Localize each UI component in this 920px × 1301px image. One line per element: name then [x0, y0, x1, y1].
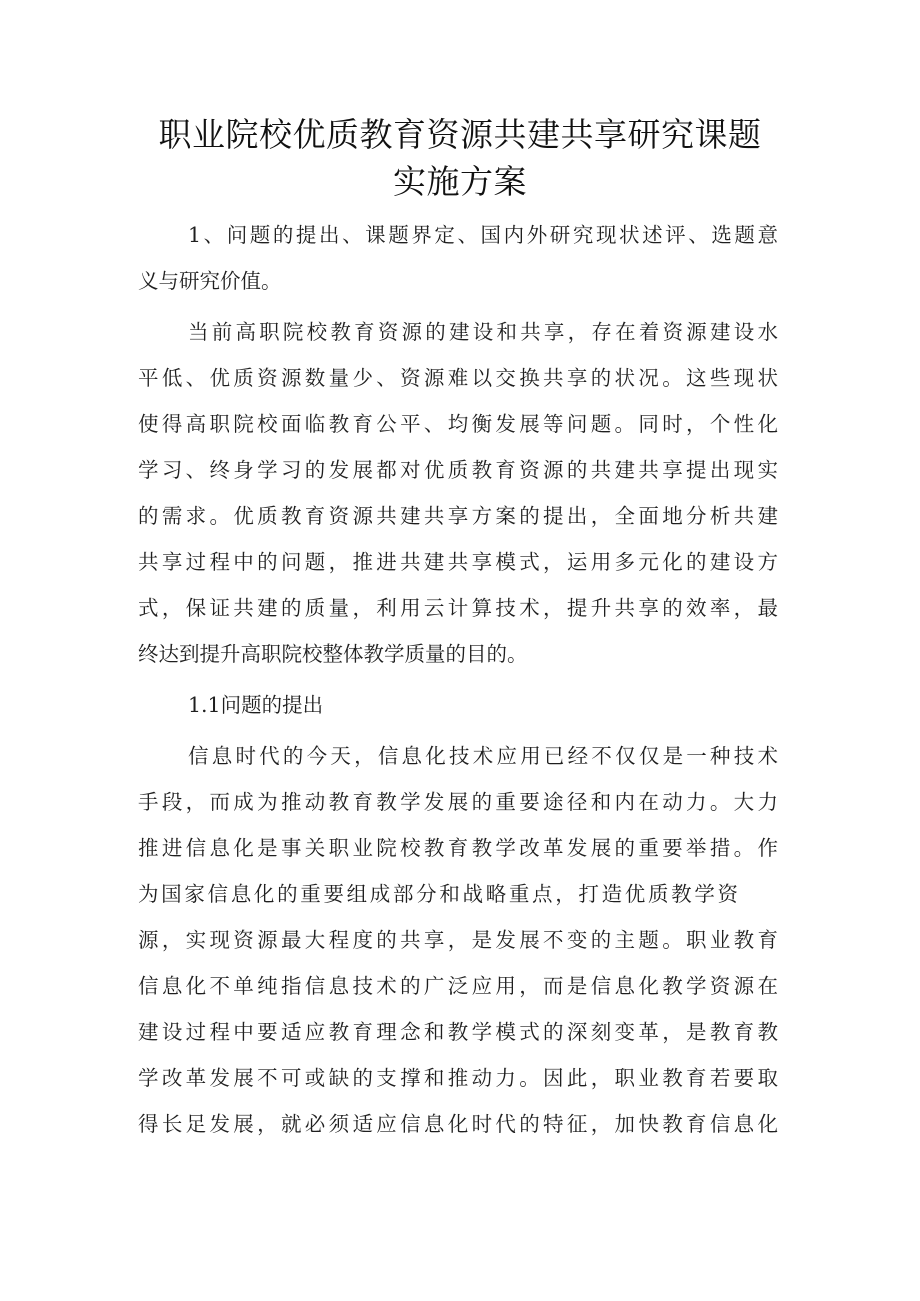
paragraph-line: 得长足发展，就必须适应信息化时代的特征，加快教育信息化: [138, 1112, 778, 1136]
paragraph-line: 终达到提升高职院校整体教学质量的目的。: [138, 642, 528, 666]
section-heading: 1.1问题的提出: [188, 693, 324, 717]
paragraph-line: 建设过程中要适应教育理念和教学模式的深刻变革，是教育教: [138, 1020, 778, 1044]
paragraph-line: 学改革发展不可或缺的支撑和推动力。因此，职业教育若要取: [138, 1066, 778, 1090]
paragraph-line: 当前高职院校教育资源的建设和共享，存在着资源建设水: [188, 320, 778, 344]
paragraph-line: 学习、终身学习的发展都对优质教育资源的共建共享提出现实: [138, 458, 778, 482]
paragraph-line: 共享过程中的问题，推进共建共享模式，运用多元化的建设方: [138, 550, 778, 574]
paragraph-line: 的需求。优质教育资源共建共享方案的提出，全面地分析共建: [138, 504, 778, 528]
paragraph-line: 使得高职院校面临教育公平、均衡发展等问题。同时，个性化: [138, 412, 778, 436]
paragraph-line: 义与研究价值。: [138, 269, 282, 293]
paragraph-line: 源，实现资源最大程度的共享，是发展不变的主题。职业教育: [138, 928, 778, 952]
paragraph-line: 手段，而成为推动教育教学发展的重要途径和内在动力。大力: [138, 790, 778, 814]
paragraph-line: 信息时代的今天，信息化技术应用已经不仅仅是一种技术: [188, 744, 778, 768]
paragraph-line: 式，保证共建的质量，利用云计算技术，提升共享的效率，最: [138, 596, 778, 620]
document-title-line-1: 职业院校优质教育资源共建共享研究课题: [158, 115, 762, 154]
document-title-line-2: 实施方案: [393, 162, 527, 201]
paragraph-line: 1、问题的提出、课题界定、国内外研究现状述评、选题意: [188, 223, 778, 247]
paragraph-line: 推进信息化是事关职业院校教育教学改革发展的重要举措。作: [138, 836, 778, 860]
paragraph-line: 信息化不单纯指信息技术的广泛应用，而是信息化教学资源在: [138, 974, 778, 998]
paragraph-line: 为国家信息化的重要组成部分和战略重点，打造优质教学资: [138, 882, 738, 906]
paragraph-line: 平低、优质资源数量少、资源难以交换共享的状况。这些现状: [138, 366, 778, 390]
